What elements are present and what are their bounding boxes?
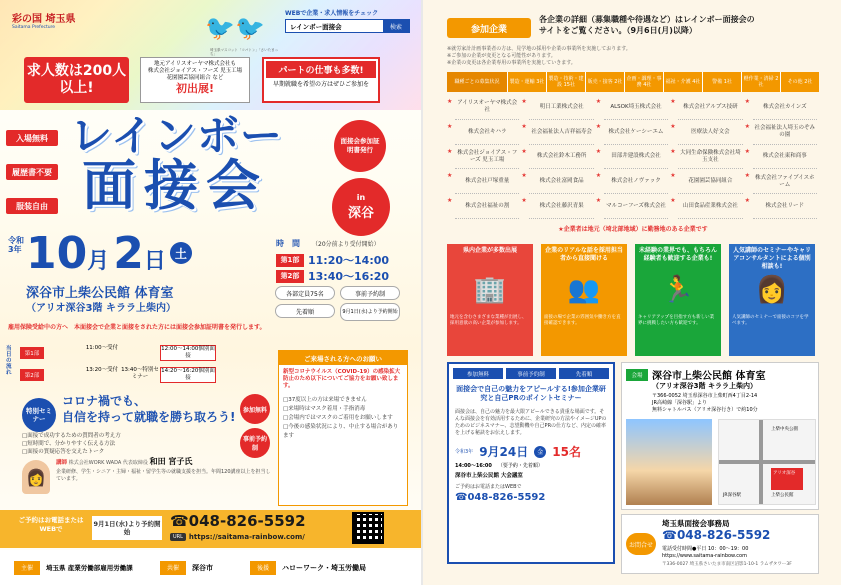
local-star-icon: ★ (670, 122, 676, 130)
feature-title: 県内企業が多数出展 (462, 247, 517, 254)
date-weekday: 土 (170, 242, 192, 264)
local-star-icon: ★ (595, 122, 602, 130)
contact-org: 埼玉県面接会事務局 (662, 519, 730, 528)
covid-item: □今後の感染状況により、中止する場合があります (283, 424, 399, 439)
covid-item: □37度以上の方は来場できません (283, 397, 367, 403)
feature-body: 地元を含むさまざまな業種が出展し、採用意欲の高い企業が参加します。 (450, 315, 527, 326)
company-cell: ALSOK埼玉株式会社 (604, 96, 668, 120)
covid-item: □来場時はマスク着用・手指消毒 (283, 406, 366, 412)
feature-body: キャリアアップを目指す方も新しい業界に挑戦したい方も歓迎です。 (638, 315, 715, 326)
sched-part1-a: 11:00～受付 (85, 345, 119, 351)
venue-bus: 無料シャトルバス（アリオ深谷行き）で約10分 (652, 407, 758, 413)
mascot-image: 🐦🐦 (205, 14, 265, 42)
venue-details (652, 393, 817, 414)
seminar-tag: 特別セミナー (22, 398, 56, 432)
map-station: JR深谷駅 (723, 493, 741, 498)
part-time-badge (262, 57, 380, 103)
speaker-info (56, 458, 271, 483)
venue-photo (626, 419, 712, 505)
feature-body: 人気講師のセミナーで面接のコツを学べます。 (732, 315, 809, 326)
logo-text: 彩の国 埼玉県 (12, 14, 76, 25)
note-line: ※ご参加の企業が変更となる可能性があります。 (447, 53, 556, 59)
venue-title: 深谷市上柴公民館 体育室 (652, 371, 766, 382)
location-in: in (356, 193, 366, 202)
pr-era: 令和3年 (455, 449, 474, 455)
local-star-icon: ★ (744, 98, 750, 105)
company-cell: 株式会社鈴木工務所 (529, 146, 593, 170)
seminar-title-2: 自信を持って就職を勝ち取ろう! (62, 410, 236, 424)
company-cell: 大同生命保険株式会社埼玉支社 (678, 146, 742, 170)
feature-card-1 (447, 244, 533, 356)
date-day: 2 (113, 228, 144, 279)
seminar-point: □面接の質疑応答を交えたトーク (22, 449, 105, 455)
sched-part1-b: 12:00～14:00個別面接 (161, 346, 215, 359)
local-star-icon: ★ (447, 147, 453, 155)
speaker-icon: 👩 (755, 275, 789, 305)
part2-label: 第2部 (276, 270, 304, 283)
tag-free-entry: 入場無料 (6, 130, 58, 146)
company-cell: 花園園芸協同組合 (678, 170, 742, 194)
contact-addr: 〒336-0027 埼玉県さいたま市南区沼影1-10-1 ラムザタワー3F (662, 562, 792, 567)
capacity-pill: 各部定員75名 (275, 286, 335, 300)
category-cell: 販売・接客 2社 (585, 72, 624, 92)
covid-item: □会場内ではマスクのご着用をお願いします (283, 415, 393, 421)
local-star-icon: ★ (447, 197, 453, 205)
pr-web-note: ご予約はお電話またはWEBで (455, 484, 522, 490)
local-star-icon: ★ (744, 147, 750, 155)
venue-name: 深谷市上柴公民館 体育室 (26, 286, 174, 301)
insurance-notice: 雇用保険受給中の方へ 本面接会で企業と面接をされた方には面接会参加証明書を発行します。 (8, 324, 266, 331)
local-star-icon: ★ (447, 98, 453, 105)
covid-red-text: 新型コロナウイルス（COVID-19）の感染拡大防止のため以下についてご協力をお願い致します。 (283, 369, 401, 389)
part2-row (276, 268, 389, 284)
local-star-icon: ★ (447, 122, 453, 130)
pr-time-row (449, 462, 613, 469)
covid-notice-box (278, 350, 408, 506)
exhibitor-line: 株式会社ジョイアス・フーズ 児玉工場 (147, 68, 243, 74)
contact-label: お問合せ (626, 533, 656, 555)
venue-access: JR高崎線「深谷駅」より (652, 400, 707, 406)
part1-label: 第1部 (276, 254, 304, 267)
first-exhibit-label: 初出展! (175, 82, 215, 95)
local-note: ★企業者は地元（埼北部地域）に勤務地のある企業です (558, 226, 708, 233)
search-button[interactable]: 検索 (383, 20, 409, 32)
local-star-icon: ★ (521, 147, 527, 155)
tag-no-resume: 履歴書不要 (6, 164, 58, 180)
venue-box (621, 362, 819, 510)
pr-tag: 参加無料 (453, 368, 503, 379)
job-count-badge: 求人数は200人以上! (24, 57, 129, 103)
seminar-title-1: コロナ禍でも、 (62, 394, 147, 408)
sched-part2-c: 14:20～16:20個別面接 (161, 368, 215, 381)
category-cell: 福祉・介護 4社 (663, 72, 702, 92)
pr-tags (449, 364, 613, 383)
part-time-title: パートの仕事も多数! (266, 61, 376, 78)
local-star-icon: ★ (521, 122, 527, 130)
local-star-icon: ★ (447, 172, 453, 180)
exhibitor-line: 花園園芸協同組合 など (166, 75, 224, 81)
tag-any-clothes: 服装自由 (6, 198, 58, 214)
local-star-icon: ★ (744, 172, 750, 180)
company-cell: 医療法人好文会 (678, 121, 742, 145)
date-month: 10 (26, 228, 88, 279)
local-star-icon: ★ (595, 172, 602, 180)
note-line: ※就労家計計画事業者の方は、見学地の採用や企業の事業所を実施しております。 (447, 46, 631, 52)
first-come-pill: 先着順 (275, 304, 335, 318)
local-star-icon: ★ (744, 122, 750, 130)
date-day-unit: 日 (143, 249, 166, 274)
local-star-icon: ★ (521, 172, 527, 180)
company-cell: 株式会社ケーシーエム (604, 121, 668, 145)
web-check-text: WEBで企業・求人情報をチェック (285, 10, 379, 17)
company-cell: 社会福祉法人埼玉のぞみの園 (753, 121, 817, 145)
venue-sub: （アリオ深谷3階 キララ上柴内） (26, 303, 176, 314)
seminar-point: □短時間で、分かりやすく伝える方法 (22, 441, 116, 447)
event-date (26, 228, 192, 278)
venue-addr: 〒366-0052 埼玉県深谷市上柴町西4丁目2-14 (652, 393, 758, 399)
pr-place: 深谷市上柴公民館 大会議室 (455, 473, 523, 479)
feature-card-4 (729, 244, 815, 356)
speaker-desc: 企業研修、学生・シニア・主婦・福祉・留学生等の就職支援を担当。年間120講座以上を担当しています。 (56, 469, 271, 482)
notes (447, 46, 819, 67)
venue-sub: （アリオ深谷3階 キララ上柴内） (652, 382, 757, 390)
schedule-side-label: 当日の流れ (6, 346, 12, 376)
sched-part2-b: 13:40～特別セミナー (121, 367, 159, 380)
pr-cap-note: （要予約・先着順） (497, 463, 543, 469)
seminar-reserve-round: 事前予約制 (240, 428, 270, 458)
speaker-name: 和田 宮子氏 (149, 457, 193, 466)
local-star-icon: ★ (595, 147, 602, 155)
reservation-pill: 事前予約制 (340, 286, 400, 300)
phone-number[interactable]: ☎048-826-5592 (170, 512, 306, 530)
speaker-photo: 👩 (22, 460, 50, 494)
company-cell: 株式会社戸塚重量 (455, 170, 519, 194)
company-cell: 株式会社東和商事 (753, 146, 817, 170)
part-time-sub: 早期就職を希望の方はぜひご参加を (272, 81, 369, 88)
category-cell: 企画・調理・事務 4社 (624, 72, 663, 92)
date-month-unit: 月 (87, 249, 110, 274)
company-cell: 田部井建設株式会社 (604, 146, 668, 170)
part1-row (276, 252, 389, 268)
seminar-free-round: 参加無料 (240, 394, 270, 424)
time-note: （20分前より受付開始） (312, 241, 380, 248)
building-icon: 🏢 (473, 275, 507, 305)
note-line: ※企業の変更は各企業専用の事業所を実施していきます。 (447, 60, 576, 66)
people-icon: 👥 (567, 275, 601, 305)
schedule-table (20, 343, 270, 387)
company-cell: 株式会社カインズ (753, 96, 817, 120)
local-star-icon: ★ (595, 98, 602, 105)
sched-part2-a: 13:20～受付 (85, 367, 119, 373)
feature-title: 未経験の業界でも、もちろん経験者も歓迎する企業も! (638, 247, 717, 262)
local-star-icon: ★ (744, 197, 750, 205)
company-cell: 株式会社富岡食品 (529, 170, 593, 194)
category-cell: 製造・技術・建設 15社 (546, 72, 585, 92)
venue-label: 会場 (626, 369, 648, 381)
feature-title: 企業のリアルな話を採用担当者から直接聞ける (545, 247, 623, 262)
speaker-org: 株式会社WORK WADA 代表取締役 (68, 460, 148, 466)
search-box[interactable] (285, 19, 410, 33)
location-name: 深谷 (347, 206, 374, 221)
footer-bar (0, 550, 421, 585)
pr-tag: 先着順 (559, 368, 609, 379)
url-text[interactable]: https://saitama-rainbow.com/ (188, 533, 305, 541)
runner-icon: 🏃 (661, 275, 695, 305)
covid-title: ご来場される方へのお願い (279, 351, 407, 365)
participants-header: 参加企業 (447, 18, 531, 38)
map-ario: アリオ深谷 (771, 468, 803, 490)
category-cell: 製造・運輸 3社 (507, 72, 546, 92)
cta-bar (0, 510, 421, 548)
url-row[interactable] (170, 533, 305, 541)
prefecture-logo (12, 10, 102, 30)
feature-body: 面接の場で企業の雰囲気や働き方を直接確認できます。 (544, 315, 621, 326)
speaker-label: 講師 (56, 460, 68, 466)
pr-title: 面接会で自己の魅力をアピールする!参加企業研究と自己PRのポイントセミナー (456, 385, 606, 402)
local-star-icon: ★ (595, 197, 602, 205)
company-cell: 株式会社福祉の割 (455, 195, 519, 219)
booking-start-pill: 9月1日(水)より予約開始 (340, 303, 400, 321)
host-label: 主催 (14, 561, 40, 575)
pr-capacity: 15名 (552, 445, 581, 459)
exhibitor-line: 地元アイリスオーヤマ株式会社も (154, 61, 236, 67)
local-star-icon: ★ (670, 147, 676, 155)
search-term: レインボー面接会 (290, 23, 342, 31)
participants-intro (539, 14, 819, 36)
category-header (447, 72, 819, 92)
pr-date-row (449, 441, 613, 462)
contact-box (621, 514, 819, 574)
era-label: 令和3年 (8, 236, 24, 254)
company-cell: 株式会社キハラ (455, 121, 519, 145)
sched-part1: 第1部 (20, 347, 44, 359)
cta-text1: ご予約はお電話またはWEBで (18, 516, 84, 533)
local-star-icon: ★ (521, 197, 527, 205)
main-title-line1: レインボー (70, 111, 283, 160)
sup-label: 後援 (250, 561, 276, 575)
pr-date: 9月24日 (479, 445, 529, 459)
pr-body: 面接会は、自己の魅力を最大限アピールできる貴重な場面です。そんな面接会を有効活用するために、企業研究の方法やイメージUPのためのビジネスマナー、志望動機や自己PRの仕方など、内定の確率を上げる秘訣をお伝えします。 (455, 409, 607, 436)
company-grid (447, 96, 819, 220)
pr-tag: 事前予約制 (506, 368, 556, 379)
right-page (423, 0, 841, 585)
company-cell: アイリスオーヤマ株式会社 (455, 96, 519, 120)
cta-text2: 9月1日(水)より予約開始 (92, 516, 162, 540)
seminar-points (22, 432, 237, 456)
feature-card-3 (635, 244, 721, 356)
local-star-icon: ★ (670, 98, 676, 105)
co-name: 深谷市 (192, 563, 213, 572)
co-label: 共催 (160, 561, 186, 575)
local-star-icon: ★ (521, 98, 527, 105)
pr-time: 14:00～16:00 (455, 463, 492, 469)
sched-part2: 第2部 (20, 369, 44, 381)
part2-time: 13:40～16:20 (308, 270, 390, 283)
pr-weekday: 金 (534, 446, 546, 458)
new-exhibitor-box (140, 57, 250, 103)
intro-line2: サイトをご覧ください。（9月6日(月)以降） (539, 26, 697, 35)
sup-name: ハローワーク・埼玉労働局 (282, 563, 366, 572)
venue-map (718, 419, 816, 505)
map-hall: 上柴公民館 (771, 493, 794, 498)
category-cell: 警備 1社 (702, 72, 741, 92)
feature-title: 人気講師のセミナーやキャリアコンサルタントによる個別相談も! (732, 247, 811, 270)
company-cell: 株式会社ノヴァック (604, 170, 668, 194)
url-label: URL (170, 533, 186, 541)
company-cell: 明日工業株式会社 (529, 96, 593, 120)
category-cell: 職種ごとの募集状況 (447, 72, 507, 92)
company-cell: 株式会社ジョイアス・フーズ 児玉工場 (455, 146, 519, 170)
local-star-icon: ★ (670, 197, 676, 205)
contact-url[interactable]: https://www.saitama-rainbow.com (662, 553, 747, 559)
company-cell: 山田食品産業株式会社 (678, 195, 742, 219)
company-cell: 株式会社藤沢青果 (529, 195, 593, 219)
category-cell: 軽作業・清掃 2社 (741, 72, 780, 92)
logo-subtext: Saitama Prefecture (12, 25, 56, 30)
company-cell: 株式会社アルプス技研 (678, 96, 742, 120)
intro-line1: 各企業の詳細（募集職種や待遇など）はレインボー面接会の (539, 15, 755, 24)
local-star-icon: ★ (670, 172, 676, 180)
main-title-line2: 面接会 (82, 154, 268, 217)
host-name: 埼玉県 産業労働部雇用労働課 (46, 563, 133, 572)
mascot-note: 埼玉県マスコット「コバトン」「さいたまっち」 (210, 48, 279, 56)
feature-card-2 (541, 244, 627, 356)
part1-time: 11:20～14:00 (308, 254, 390, 267)
company-cell: 株式会社リード (753, 195, 817, 219)
contact-hours: 電話受付時間●平日 10：00～19：00 (662, 546, 749, 552)
company-cell: 株式会社ファイブイスホーム (753, 170, 817, 194)
company-cell: 社会福祉法人吉祥福寿会 (529, 121, 593, 145)
certificate-badge: 面接会参加証明書発行 (334, 120, 386, 172)
category-cell: その他 2社 (780, 72, 819, 92)
seminar-point: □面接で成功するための質問者の考え方 (22, 433, 121, 439)
covid-list (279, 394, 407, 443)
pr-phone[interactable]: ☎048-826-5592 (455, 492, 546, 503)
time-label: 時 間 (276, 239, 300, 248)
map-road (719, 460, 816, 464)
pr-seminar-box (447, 362, 615, 564)
contact-phone[interactable]: ☎048-826-5592 (662, 528, 771, 542)
company-cell: マルコーフーズ株式会社 (604, 195, 668, 219)
qr-code[interactable] (352, 512, 384, 544)
location-badge (332, 178, 390, 236)
map-park: 上柴中央公園 (771, 427, 798, 432)
